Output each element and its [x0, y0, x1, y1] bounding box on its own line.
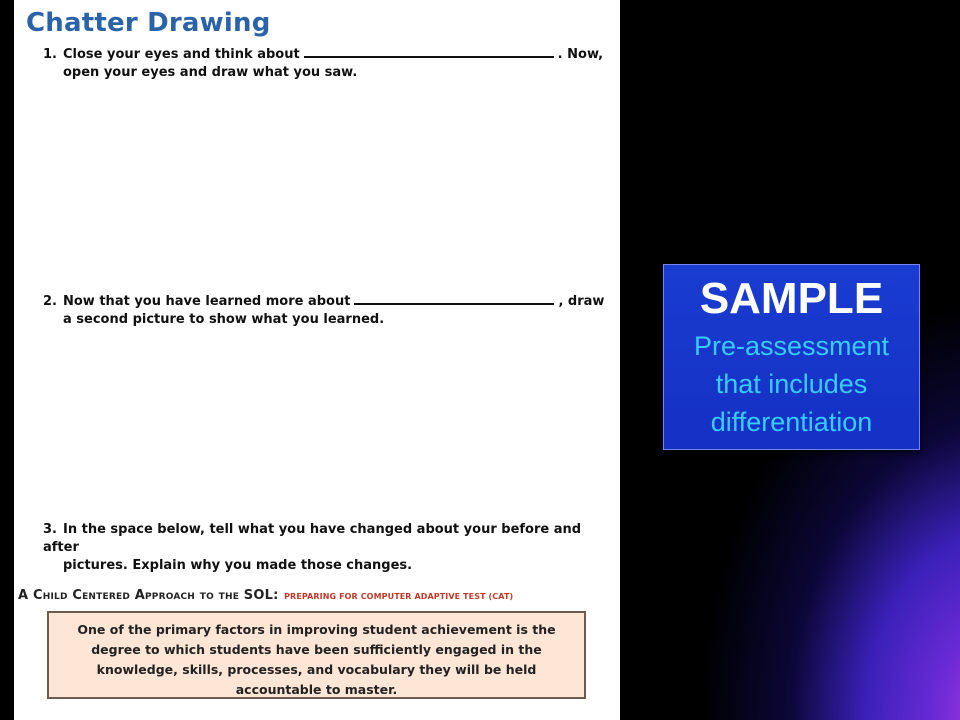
prompt-text: Now that you have learned more about [63, 294, 351, 309]
approach-heading [18, 584, 513, 603]
prompt-1 [43, 44, 608, 82]
prompt-text-after: . Now, [557, 47, 604, 62]
prompt-text-after: , draw [558, 294, 605, 309]
prompt-number: 2. [43, 294, 57, 309]
prompt-2 [43, 291, 608, 329]
approach-quote-box [47, 611, 586, 699]
prompt-3 [43, 521, 608, 575]
callout-heading: SAMPLE [699, 274, 884, 323]
prompt-continuation: open your eyes and draw what you saw. [63, 65, 358, 80]
prompt-continuation: a second picture to show what you learned. [63, 312, 385, 327]
callout-line-1: Pre-assessment [693, 331, 890, 361]
prompt-number: 3. [43, 522, 57, 537]
approach-quote: One of the primary factors in improving student achievement is the degree to which students have been sufficiently engaged in the knowledge, skills, processes, and vocabulary they will be held accountable to master. [77, 622, 556, 697]
approach-title: A Child Centered Approach to the SOL: [18, 588, 279, 603]
worksheet-page [14, 0, 620, 720]
answer-blank [354, 291, 554, 305]
sample-callout [663, 264, 920, 450]
prompt-number: 1. [43, 47, 57, 62]
answer-blank [304, 44, 554, 58]
callout-line-2: that includes [715, 369, 868, 399]
prompt-continuation: pictures. Explain why you made those changes. [63, 558, 413, 573]
worksheet-title: Chatter Drawing [26, 8, 271, 38]
callout-line-3: differentiation [710, 407, 873, 437]
prompt-text: In the space below, tell what you have changed about your before and after [43, 522, 582, 555]
approach-subtitle: PREPARING FOR COMPUTER ADAPTIVE TEST (CAT) [284, 592, 514, 601]
prompt-text: Close your eyes and think about [63, 47, 300, 62]
